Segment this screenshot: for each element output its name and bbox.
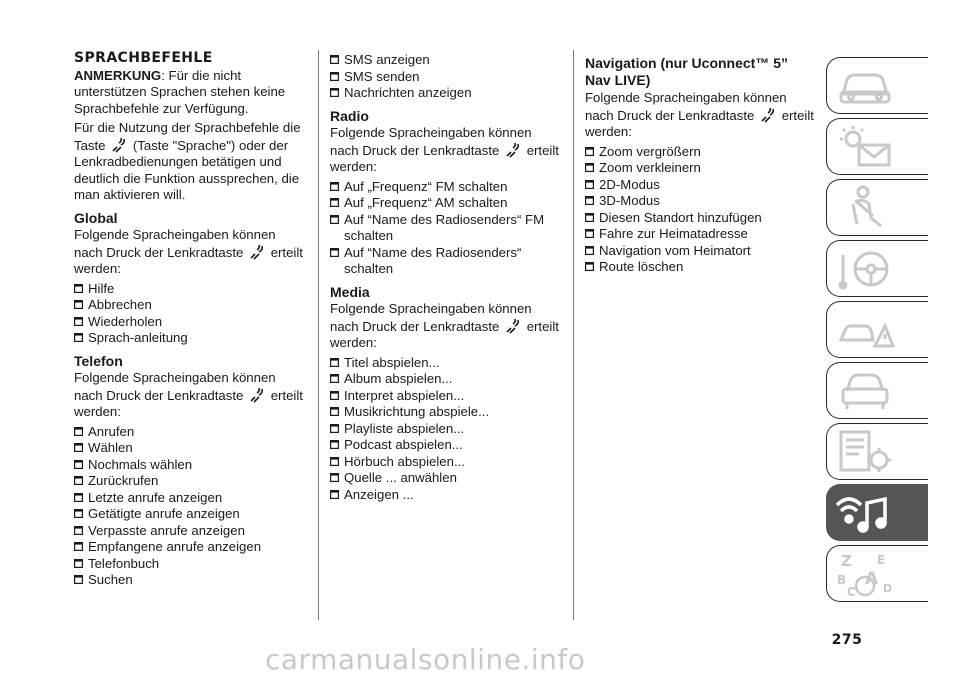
global-list	[74, 281, 304, 347]
voice-command-icon	[504, 318, 522, 334]
list-item-label: Fahre zur Heimatadresse	[599, 226, 748, 241]
voice-command-icon	[248, 387, 266, 403]
navigation-paragraph	[585, 90, 815, 141]
checkbox-bullet-icon	[585, 147, 594, 156]
page-number: 275	[831, 632, 863, 648]
voice-command-icon	[759, 107, 777, 123]
list-item	[330, 470, 562, 487]
index-letter: D	[883, 582, 893, 595]
checkbox-bullet-icon	[330, 407, 339, 416]
list-item-label: Auf „Frequenz“ AM schalten	[344, 195, 508, 210]
checkbox-bullet-icon	[585, 163, 594, 172]
media-list	[330, 355, 562, 504]
list-item	[585, 210, 815, 227]
tab-car[interactable]	[826, 57, 928, 114]
list-item-label: Suchen	[88, 572, 133, 587]
steering-wheel-key-icon	[835, 245, 895, 293]
list-item-label: Interpret abspielen...	[344, 387, 465, 403]
checkbox-bullet-icon	[330, 182, 339, 191]
list-item-label: SMS anzeigen	[344, 52, 430, 67]
maintenance-gear-icon	[835, 428, 895, 476]
list-item-label: Verpasste anrufe anzeigen	[88, 522, 245, 538]
heading-media: Media	[330, 283, 370, 300]
voice-command-icon	[504, 142, 522, 158]
note-text: : Für die nicht unterstützen Sprachen stehen keine Sprachbefehle zur Verfügung.	[74, 67, 286, 116]
list-item	[74, 556, 304, 573]
list-item	[585, 259, 815, 276]
list-item	[74, 457, 304, 474]
warning-light-envelope-icon	[835, 123, 895, 171]
tab-multimedia[interactable]	[826, 484, 928, 541]
list-item-label: Navigation vom Heimatort	[599, 242, 751, 258]
list-item-label: Playliste abspielen...	[344, 420, 465, 436]
index-letter: C	[847, 585, 856, 598]
checkbox-bullet-icon	[74, 284, 83, 293]
checkbox-bullet-icon	[74, 443, 83, 452]
list-item	[585, 177, 815, 194]
list-item	[330, 245, 562, 278]
checkbox-bullet-icon	[74, 427, 83, 436]
checkbox-bullet-icon	[74, 559, 83, 568]
checkbox-bullet-icon	[330, 391, 339, 400]
checkbox-bullet-icon	[74, 317, 83, 326]
list-item	[585, 226, 815, 243]
index-letter: B	[837, 573, 847, 587]
list-item	[585, 144, 815, 161]
list-item-label: Hörbuch abspielen...	[344, 453, 465, 469]
telefon-text-b: erteilt werden:	[74, 387, 303, 419]
media-paragraph	[330, 301, 562, 352]
column-3	[585, 55, 815, 278]
list-item-label: Route löschen	[599, 259, 684, 274]
list-item-label: 2D-Modus	[599, 176, 660, 192]
car-icon	[835, 62, 895, 110]
tab-index[interactable]	[826, 545, 928, 602]
list-item-label: Quelle ... anwählen	[344, 470, 457, 485]
list-item	[74, 314, 304, 331]
breakdown-warning-icon	[835, 306, 895, 354]
media-text-a: Folgende Spracheingaben können nach Druck der Lenkradtaste	[330, 301, 532, 334]
checkbox-bullet-icon	[74, 300, 83, 309]
list-item	[585, 243, 815, 260]
list-item	[74, 297, 304, 314]
tab-warning-lights[interactable]	[826, 118, 928, 175]
list-item-label: Titel abspielen...	[344, 354, 440, 370]
tab-technical-data[interactable]	[826, 423, 928, 480]
list-item-label: Getätigte anrufe anzeigen	[88, 506, 240, 521]
index-letter: A	[865, 569, 879, 589]
heading-navigation: Navigation (nur Uconnect™ 5” Nav LIVE)	[585, 55, 789, 88]
list-item-label: Telefonbuch	[88, 555, 160, 571]
list-item-label: Zoom verkleinern	[599, 160, 701, 175]
list-item	[330, 404, 562, 421]
radio-text-b: erteilt werden:	[330, 142, 559, 174]
navigation-text-b: erteilt werden:	[585, 107, 814, 139]
list-item	[330, 212, 562, 245]
alphabetical-index-icon	[835, 550, 895, 598]
heading-radio: Radio	[330, 107, 369, 124]
tab-starting-driving[interactable]	[826, 240, 928, 297]
list-item	[330, 355, 562, 372]
list-item	[330, 85, 562, 102]
watermark: carmanualsonline.info	[265, 643, 586, 676]
checkbox-bullet-icon	[330, 424, 339, 433]
usage-text-b: (Taste "Sprache") oder der Lenkradbedienungen betätigen und deutlich die Funktion aussprechen, die man aktivieren will.	[74, 137, 300, 202]
note-label: ANMERKUNG	[74, 67, 162, 83]
list-item	[330, 454, 562, 471]
list-item-label: SMS senden	[344, 68, 420, 84]
list-item-label: Auf “Name des Radiosenders“ schalten	[344, 244, 522, 276]
list-item	[330, 179, 562, 196]
tab-safety[interactable]	[826, 179, 928, 236]
list-item	[330, 421, 562, 438]
list-item-label: Nochmals wählen	[88, 456, 193, 472]
telefon-paragraph	[74, 370, 304, 421]
sms-list	[330, 52, 562, 102]
radio-paragraph	[330, 125, 562, 176]
checkbox-bullet-icon	[330, 198, 339, 207]
checkbox-bullet-icon	[330, 248, 339, 257]
navigation-text-a: Folgende Spracheingaben können nach Druck der Lenkradtaste	[585, 90, 787, 123]
list-item	[74, 572, 304, 589]
checkbox-bullet-icon	[74, 460, 83, 469]
checkbox-bullet-icon	[330, 55, 339, 64]
checkbox-bullet-icon	[330, 440, 339, 449]
list-item	[330, 437, 562, 454]
radio-list	[330, 179, 562, 278]
checkbox-bullet-icon	[585, 246, 594, 255]
column-divider	[318, 50, 319, 620]
checkbox-bullet-icon	[74, 509, 83, 518]
tab-emergency[interactable]	[826, 301, 928, 358]
list-item	[585, 160, 815, 177]
list-item-label: Podcast abspielen...	[344, 437, 463, 452]
checkbox-bullet-icon	[330, 457, 339, 466]
usage-text-a: Für die Nutzung der Sprachbefehle die Taste	[74, 120, 301, 153]
column-2	[330, 52, 562, 505]
list-item	[585, 193, 815, 210]
list-item-label: Wählen	[88, 440, 133, 455]
list-item-label: Anzeigen ...	[344, 486, 414, 502]
checkbox-bullet-icon	[74, 493, 83, 502]
list-item	[74, 281, 304, 298]
list-item-label: Musikrichtung abspiele...	[344, 404, 490, 419]
list-item	[74, 523, 304, 540]
list-item	[74, 440, 304, 457]
voice-command-icon	[110, 137, 128, 153]
list-item-label: Diesen Standort hinzufügen	[599, 209, 762, 225]
checkbox-bullet-icon	[330, 358, 339, 367]
voice-command-icon	[248, 244, 266, 260]
usage-paragraph	[74, 120, 304, 204]
checkbox-bullet-icon	[330, 72, 339, 81]
heading-global: Global	[74, 209, 118, 226]
list-item	[74, 490, 304, 507]
car-front-icon	[835, 367, 895, 415]
checkbox-bullet-icon	[585, 229, 594, 238]
list-item-label: Zurückrufen	[88, 473, 159, 488]
radio-text-a: Folgende Spracheingaben können nach Druck der Lenkradtaste	[330, 125, 532, 158]
navigation-list	[585, 144, 815, 276]
note-paragraph	[74, 68, 304, 118]
list-item-label: Auf „Frequenz“ FM schalten	[344, 178, 508, 194]
list-item-label: Nachrichten anzeigen	[344, 85, 472, 100]
list-item	[74, 539, 304, 556]
list-item	[74, 473, 304, 490]
list-item-label: Wiederholen	[88, 313, 163, 329]
list-item	[330, 69, 562, 86]
list-item-label: Auf “Name des Radiosenders“ FM schalten	[344, 211, 545, 243]
checkbox-bullet-icon	[74, 526, 83, 535]
section-title: SPRACHBEFEHLE	[74, 50, 213, 66]
list-item	[74, 506, 304, 523]
index-letter: E	[877, 553, 886, 567]
list-item-label: Zoom vergrößern	[599, 143, 701, 159]
checkbox-bullet-icon	[74, 476, 83, 485]
checkbox-bullet-icon	[330, 473, 339, 482]
checkbox-bullet-icon	[74, 542, 83, 551]
list-item	[74, 330, 304, 347]
checkbox-bullet-icon	[585, 196, 594, 205]
global-paragraph	[74, 227, 304, 278]
checkbox-bullet-icon	[74, 575, 83, 584]
list-item	[330, 52, 562, 69]
list-item	[330, 388, 562, 405]
checkbox-bullet-icon	[74, 333, 83, 342]
column-divider	[573, 50, 574, 620]
tab-maintenance[interactable]	[826, 362, 928, 419]
media-text-b: erteilt werden:	[330, 318, 559, 350]
list-item	[74, 424, 304, 441]
list-item-label: Letzte anrufe anzeigen	[88, 489, 223, 505]
telefon-text-a: Folgende Spracheingaben können nach Druck der Lenkradtaste	[74, 370, 276, 403]
list-item-label: Sprach-anleitung	[88, 330, 188, 345]
list-item-label: Album abspielen...	[344, 371, 453, 386]
list-item	[330, 195, 562, 212]
list-item-label: 3D-Modus	[599, 193, 660, 208]
column-1	[74, 50, 304, 591]
checkbox-bullet-icon	[330, 215, 339, 224]
list-item-label: Anrufen	[88, 423, 135, 439]
checkbox-bullet-icon	[330, 88, 339, 97]
list-item-label: Abbrechen	[88, 297, 152, 312]
checkbox-bullet-icon	[585, 180, 594, 189]
telefon-list	[74, 424, 304, 589]
multimedia-music-icon	[835, 489, 895, 537]
global-text-b: erteilt werden:	[74, 244, 303, 276]
checkbox-bullet-icon	[330, 374, 339, 383]
checkbox-bullet-icon	[330, 490, 339, 499]
seatbelt-passenger-icon	[835, 184, 895, 232]
list-item	[330, 371, 562, 388]
global-text-a: Folgende Spracheingaben können nach Druck der Lenkradtaste	[74, 227, 276, 260]
list-item-label: Empfangene anrufe anzeigen	[88, 539, 262, 554]
checkbox-bullet-icon	[585, 213, 594, 222]
heading-telefon: Telefon	[74, 352, 123, 369]
list-item	[330, 487, 562, 504]
chapter-tabs	[826, 57, 928, 606]
list-item-label: Hilfe	[88, 280, 115, 296]
checkbox-bullet-icon	[585, 262, 594, 271]
index-letter: Z	[841, 552, 852, 570]
